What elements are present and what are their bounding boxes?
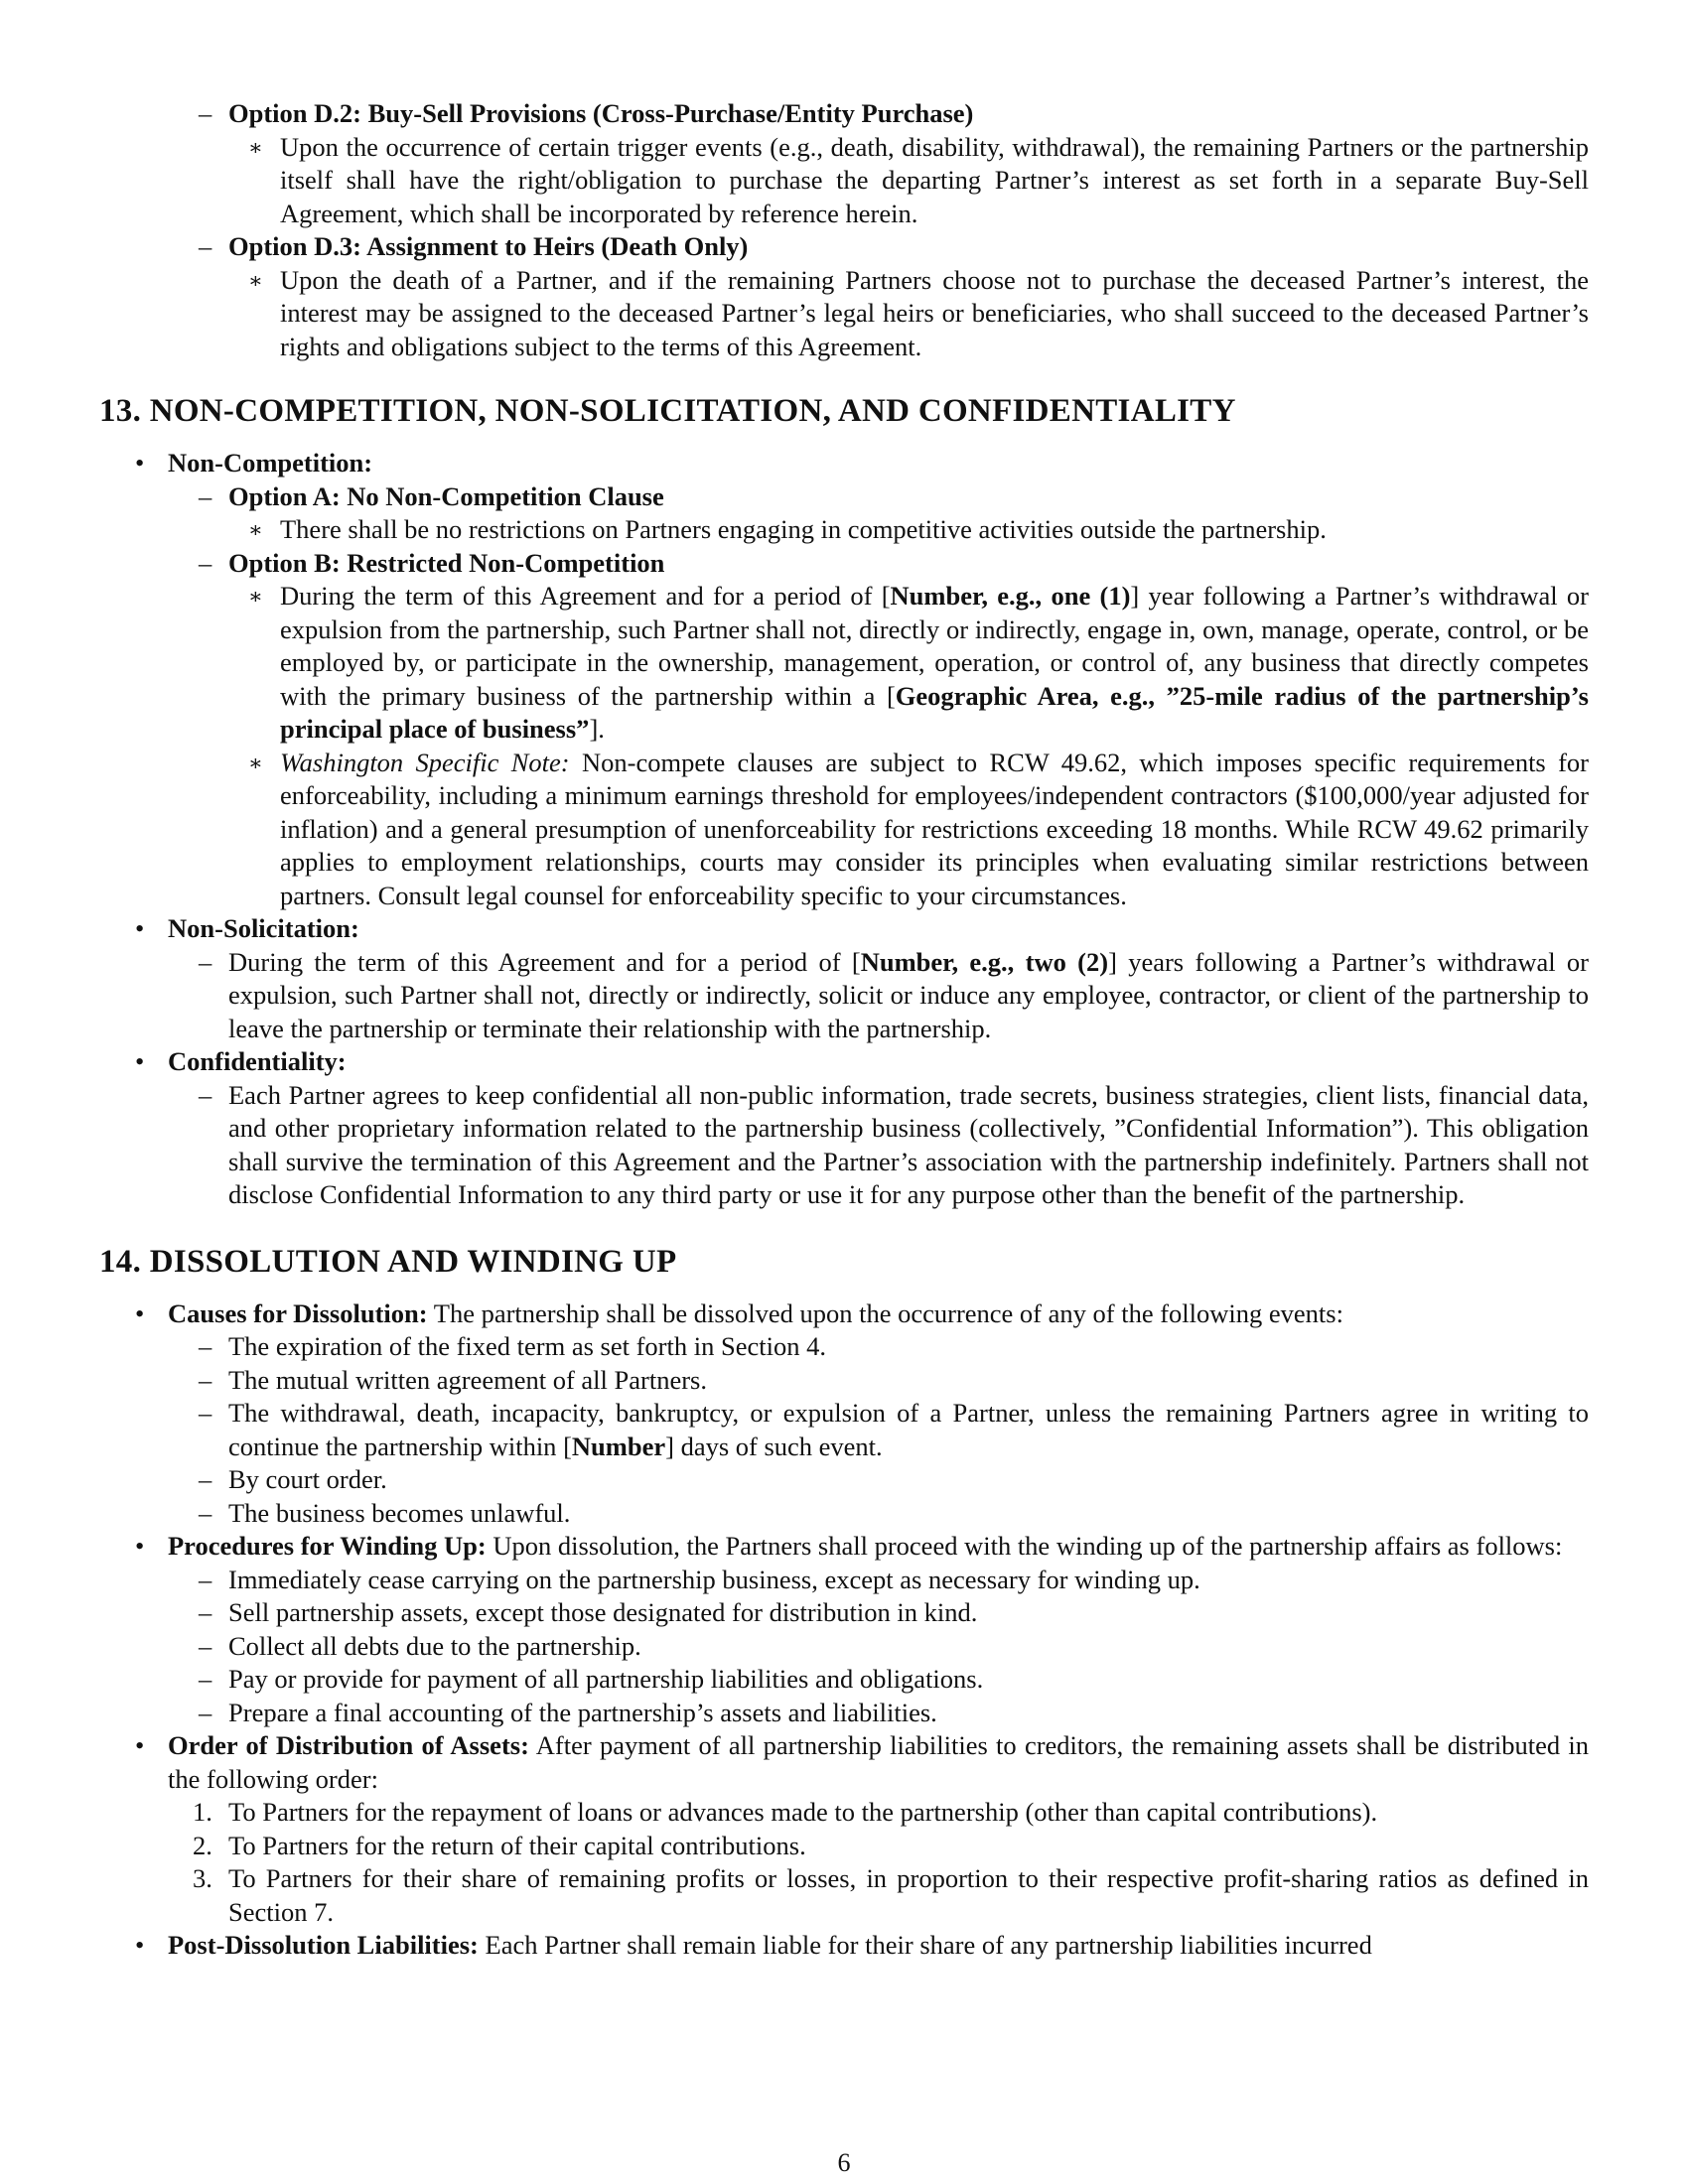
procedures-item-text: Prepare a final accounting of the partnership’s assets and liabilities. bbox=[228, 1697, 937, 1727]
procedures-bullet bbox=[99, 1530, 1589, 1564]
placeholder-geographic-area: Geographic Area, e.g., ”25-mile radius of the partnership’s principal place of business” bbox=[280, 680, 1589, 744]
confidentiality-label: Confidentiality: bbox=[168, 1046, 347, 1076]
option-d2-text: Upon the occurrence of certain trigger events (e.g., death, disability, withdrawal), the remaining Partners or the partnership itself shall have the right/obligation to purchase the departing Partner’s interest as set forth in a separate Buy-Sell Agreement, which shall be incorporated by reference herein. bbox=[280, 131, 1589, 228]
causes-item: – The withdrawal, death, incapacity, bankruptcy, or expulsion of a Partner, unless the remaining Partners agree in writing to continue the partnership within [Number] days of such event. bbox=[199, 1398, 1589, 1461]
bullet-marker: • bbox=[135, 448, 145, 478]
asterisk-marker: ∗ bbox=[248, 517, 263, 542]
confidentiality-item bbox=[99, 1079, 1589, 1212]
nonsolicit-label: Non-Solicitation: bbox=[168, 913, 359, 943]
placeholder-number-two: Number, e.g., two (2) bbox=[860, 946, 1109, 977]
causes-item bbox=[99, 1463, 1589, 1497]
option-b-text-2: year following a Partner’s withdrawal or expulsion from the partnership, such Partner shall not, directly or indirectly, engage in, own, manage, operate, control, or be employed by, or participate in the ownership, management, operation, or control of, any business that directly competes with the primary business of the partnership within a bbox=[280, 581, 1589, 711]
bullet-marker: • bbox=[135, 1297, 145, 1328]
causes-item-text: The expiration of the fixed term as set forth in Section 4. bbox=[228, 1331, 826, 1361]
procedures-item-text: Pay or provide for payment of all partnership liabilities and obligations. bbox=[228, 1664, 984, 1694]
order-bullet bbox=[99, 1729, 1589, 1796]
procedures-intro: Upon dissolution, the Partners shall proceed with the winding up of the partnership affairs as follows: bbox=[486, 1531, 1563, 1561]
option-b bbox=[99, 547, 1589, 581]
order-item-text: To Partners for the repayment of loans or advances made to the partnership (other than capital contributions). bbox=[228, 1797, 1378, 1827]
option-b-title: Option B: Restricted Non-Competition bbox=[228, 547, 665, 578]
noncompete-bullet bbox=[99, 447, 1589, 480]
procedures-item-text: Sell partnership assets, except those designated for distribution in kind. bbox=[228, 1597, 978, 1627]
causes-item bbox=[99, 1330, 1589, 1364]
order-item-text: To Partners for their share of remaining profits or losses, in proportion to their respective profit-sharing ratios as defined in Section 7. bbox=[228, 1863, 1589, 1927]
option-d2 bbox=[99, 97, 1589, 131]
causes-item-text: days of such event. bbox=[673, 1431, 883, 1461]
option-b-text-1: During the term of this Agreement and for a period of bbox=[280, 581, 882, 611]
causes-item-text: The mutual written agreement of all Partners. bbox=[228, 1364, 707, 1395]
dash-marker: – bbox=[199, 1564, 212, 1594]
procedures-item bbox=[99, 1663, 1589, 1697]
dash-marker: – bbox=[199, 1464, 212, 1494]
asterisk-marker: ∗ bbox=[248, 584, 263, 609]
option-a-title: Option A: No Non-Competition Clause bbox=[228, 480, 664, 511]
washington-note-text: Non-compete clauses are subject to RCW 49.62, which imposes specific requirements for enforceability, including a minimum earnings threshold for employees/independent contractors ($100,000/year adjusted for inflation) and a general presumption of unenforceability for restrictions exceeding 18 months. While RCW 49.62 primarily applies to employment relationships, courts may consider its principles when evaluating similar restrictions between partners. Consult legal counsel for enforceability specific to your circumstances. bbox=[280, 747, 1589, 910]
nonsolicit-text-1: During the term of this Agreement and for a period of bbox=[228, 946, 852, 977]
dash-marker: – bbox=[199, 1697, 212, 1727]
procedures-item bbox=[99, 1630, 1589, 1664]
page-number: 6 bbox=[837, 2148, 851, 2177]
causes-intro: The partnership shall be dissolved upon the occurrence of any of the following events: bbox=[427, 1297, 1343, 1328]
nonsolicit-item: – During the term of this Agreement and for a period of [Number, e.g., two (2)] years following a Partner’s withdrawal or expulsion, such Partner shall not, directly or indirectly, solicit or induce any employee, contractor, or client of the partnership to leave the partnership or terminate their relationship with the partnership. bbox=[199, 946, 1589, 1043]
dash-marker: – bbox=[199, 1630, 212, 1661]
procedures-item bbox=[99, 1564, 1589, 1597]
causes-item-text: By court order. bbox=[228, 1464, 387, 1494]
option-a-text: There shall be no restrictions on Partners engaging in competitive activities outside the partnership. bbox=[280, 514, 1327, 544]
option-d3-title: Option D.3: Assignment to Heirs (Death Only) bbox=[228, 231, 749, 261]
order-number: 3. bbox=[193, 1863, 212, 1893]
dash-marker: – bbox=[199, 1079, 212, 1110]
option-b-item: ∗ During the term of this Agreement and for a period of [Number, e.g., one (1)] year following a Partner’s withdrawal or expulsion from the partnership, such Partner shall not, directly or indirectly, engage in, own, manage, operate, control, or be employed by, or participate in the ownership, management, operation, or control of, any business that directly competes with the primary business of the partnership within a [Geographic Area, e.g., ”25-mile radius of the partnership’s principal place of business”]. bbox=[248, 581, 1589, 744]
option-d2-title: Option D.2: Buy-Sell Provisions (Cross-Purchase/Entity Purchase) bbox=[228, 98, 974, 128]
causes-item bbox=[99, 1364, 1589, 1398]
placeholder-number: Number bbox=[571, 1431, 666, 1461]
dash-marker: – bbox=[199, 1664, 212, 1694]
option-d3-text: Upon the death of a Partner, and if the remaining Partners choose not to purchase the deceased Partner’s interest, the interest may be assigned to the deceased Partner’s legal heirs or beneficiaries, who shall succeed to the deceased Partner’s rights and obligations subject to the terms of this Agreement. bbox=[280, 264, 1589, 361]
procedures-item-text: Immediately cease carrying on the partnership business, except as necessary for winding up. bbox=[228, 1564, 1200, 1594]
dash-marker: – bbox=[199, 1331, 212, 1361]
placeholder-number-one: Number, e.g., one (1) bbox=[890, 581, 1131, 611]
procedures-label: Procedures for Winding Up: bbox=[168, 1531, 487, 1561]
dash-marker: – bbox=[199, 1497, 212, 1528]
confidentiality-text: Each Partner agrees to keep confidential all non-public information, trade secrets, business strategies, client lists, financial data, and other proprietary information related to the partnership business (collectively, ”Confidential Information”). This obligation shall survive the termination of this Agreement and the Partner’s association with the partnership indefinitely. Partners shall not disclose Confidential Information to any third party or use it for any purpose other than the benefit of the partnership. bbox=[228, 1079, 1589, 1209]
section-14-heading: 14. DISSOLUTION AND WINDING UP bbox=[99, 1243, 677, 1280]
order-label: Order of Distribution of Assets: bbox=[168, 1730, 529, 1760]
dash-marker: – bbox=[199, 98, 212, 128]
post-dissolution-text: Each Partner shall remain liable for their share of any partnership liabilities incurred bbox=[478, 1930, 1372, 1960]
option-d3-item bbox=[99, 264, 1589, 364]
dash-marker: – bbox=[199, 547, 212, 578]
bullet-marker: • bbox=[135, 913, 145, 943]
order-number: 1. bbox=[193, 1797, 212, 1827]
order-intro: After payment of all partnership liabilities to creditors, the remaining assets shall be distributed in the following order: bbox=[168, 1730, 1589, 1794]
dash-marker: – bbox=[199, 946, 212, 977]
dash-marker: – bbox=[199, 1597, 212, 1627]
bullet-marker: • bbox=[135, 1930, 145, 1960]
noncompete-label: Non-Competition: bbox=[168, 448, 373, 478]
asterisk-marker: ∗ bbox=[248, 267, 263, 293]
dash-marker: – bbox=[199, 480, 212, 511]
causes-item bbox=[99, 1497, 1589, 1531]
option-d3 bbox=[99, 230, 1589, 264]
causes-item-text: The business becomes unlawful. bbox=[228, 1497, 571, 1528]
option-a-item bbox=[99, 513, 1589, 547]
bullet-marker: • bbox=[135, 1046, 145, 1076]
bullet-marker: • bbox=[135, 1730, 145, 1760]
procedures-item bbox=[99, 1697, 1589, 1730]
causes-item-text: The withdrawal, death, incapacity, bankruptcy, or expulsion of a Partner, unless the remaining Partners agree in writing to continue the partnership within bbox=[228, 1398, 1589, 1461]
dash-marker: – bbox=[199, 231, 212, 261]
dash-marker: – bbox=[199, 1364, 212, 1395]
procedures-item-text: Collect all debts due to the partnership. bbox=[228, 1630, 641, 1661]
procedures-item bbox=[99, 1596, 1589, 1630]
washington-note bbox=[99, 747, 1589, 913]
order-item bbox=[99, 1862, 1589, 1929]
nonsolicit-bullet bbox=[99, 912, 1589, 946]
washington-note-label: Washington Specific Note: bbox=[280, 747, 570, 777]
option-d2-item bbox=[99, 131, 1589, 231]
order-item bbox=[99, 1830, 1589, 1863]
order-item-text: To Partners for the return of their capital contributions. bbox=[228, 1830, 806, 1860]
option-a bbox=[99, 480, 1589, 514]
option-b-text-3: . bbox=[598, 714, 605, 744]
section-13-heading: 13. NON-COMPETITION, NON-SOLICITATION, AND CONFIDENTIALITY bbox=[99, 393, 1236, 429]
causes-label: Causes for Dissolution: bbox=[168, 1297, 428, 1328]
confidentiality-bullet bbox=[99, 1045, 1589, 1079]
order-number: 2. bbox=[193, 1830, 212, 1860]
nonsolicit-text-2: years following a Partner’s withdrawal or expulsion, such Partner shall not, directly or indirectly, solicit or induce any employee, contractor, or client of the partnership to leave the partnership or terminate their relationship with the partnership. bbox=[228, 946, 1589, 1043]
causes-bullet bbox=[99, 1297, 1589, 1331]
order-item bbox=[99, 1796, 1589, 1830]
asterisk-marker: ∗ bbox=[248, 134, 263, 160]
post-dissolution-bullet bbox=[99, 1929, 1589, 1963]
bullet-marker: • bbox=[135, 1531, 145, 1561]
asterisk-marker: ∗ bbox=[248, 750, 263, 775]
dash-marker: – bbox=[199, 1398, 212, 1428]
page-content bbox=[99, 97, 1589, 1963]
post-dissolution-label: Post-Dissolution Liabilities: bbox=[168, 1930, 479, 1960]
